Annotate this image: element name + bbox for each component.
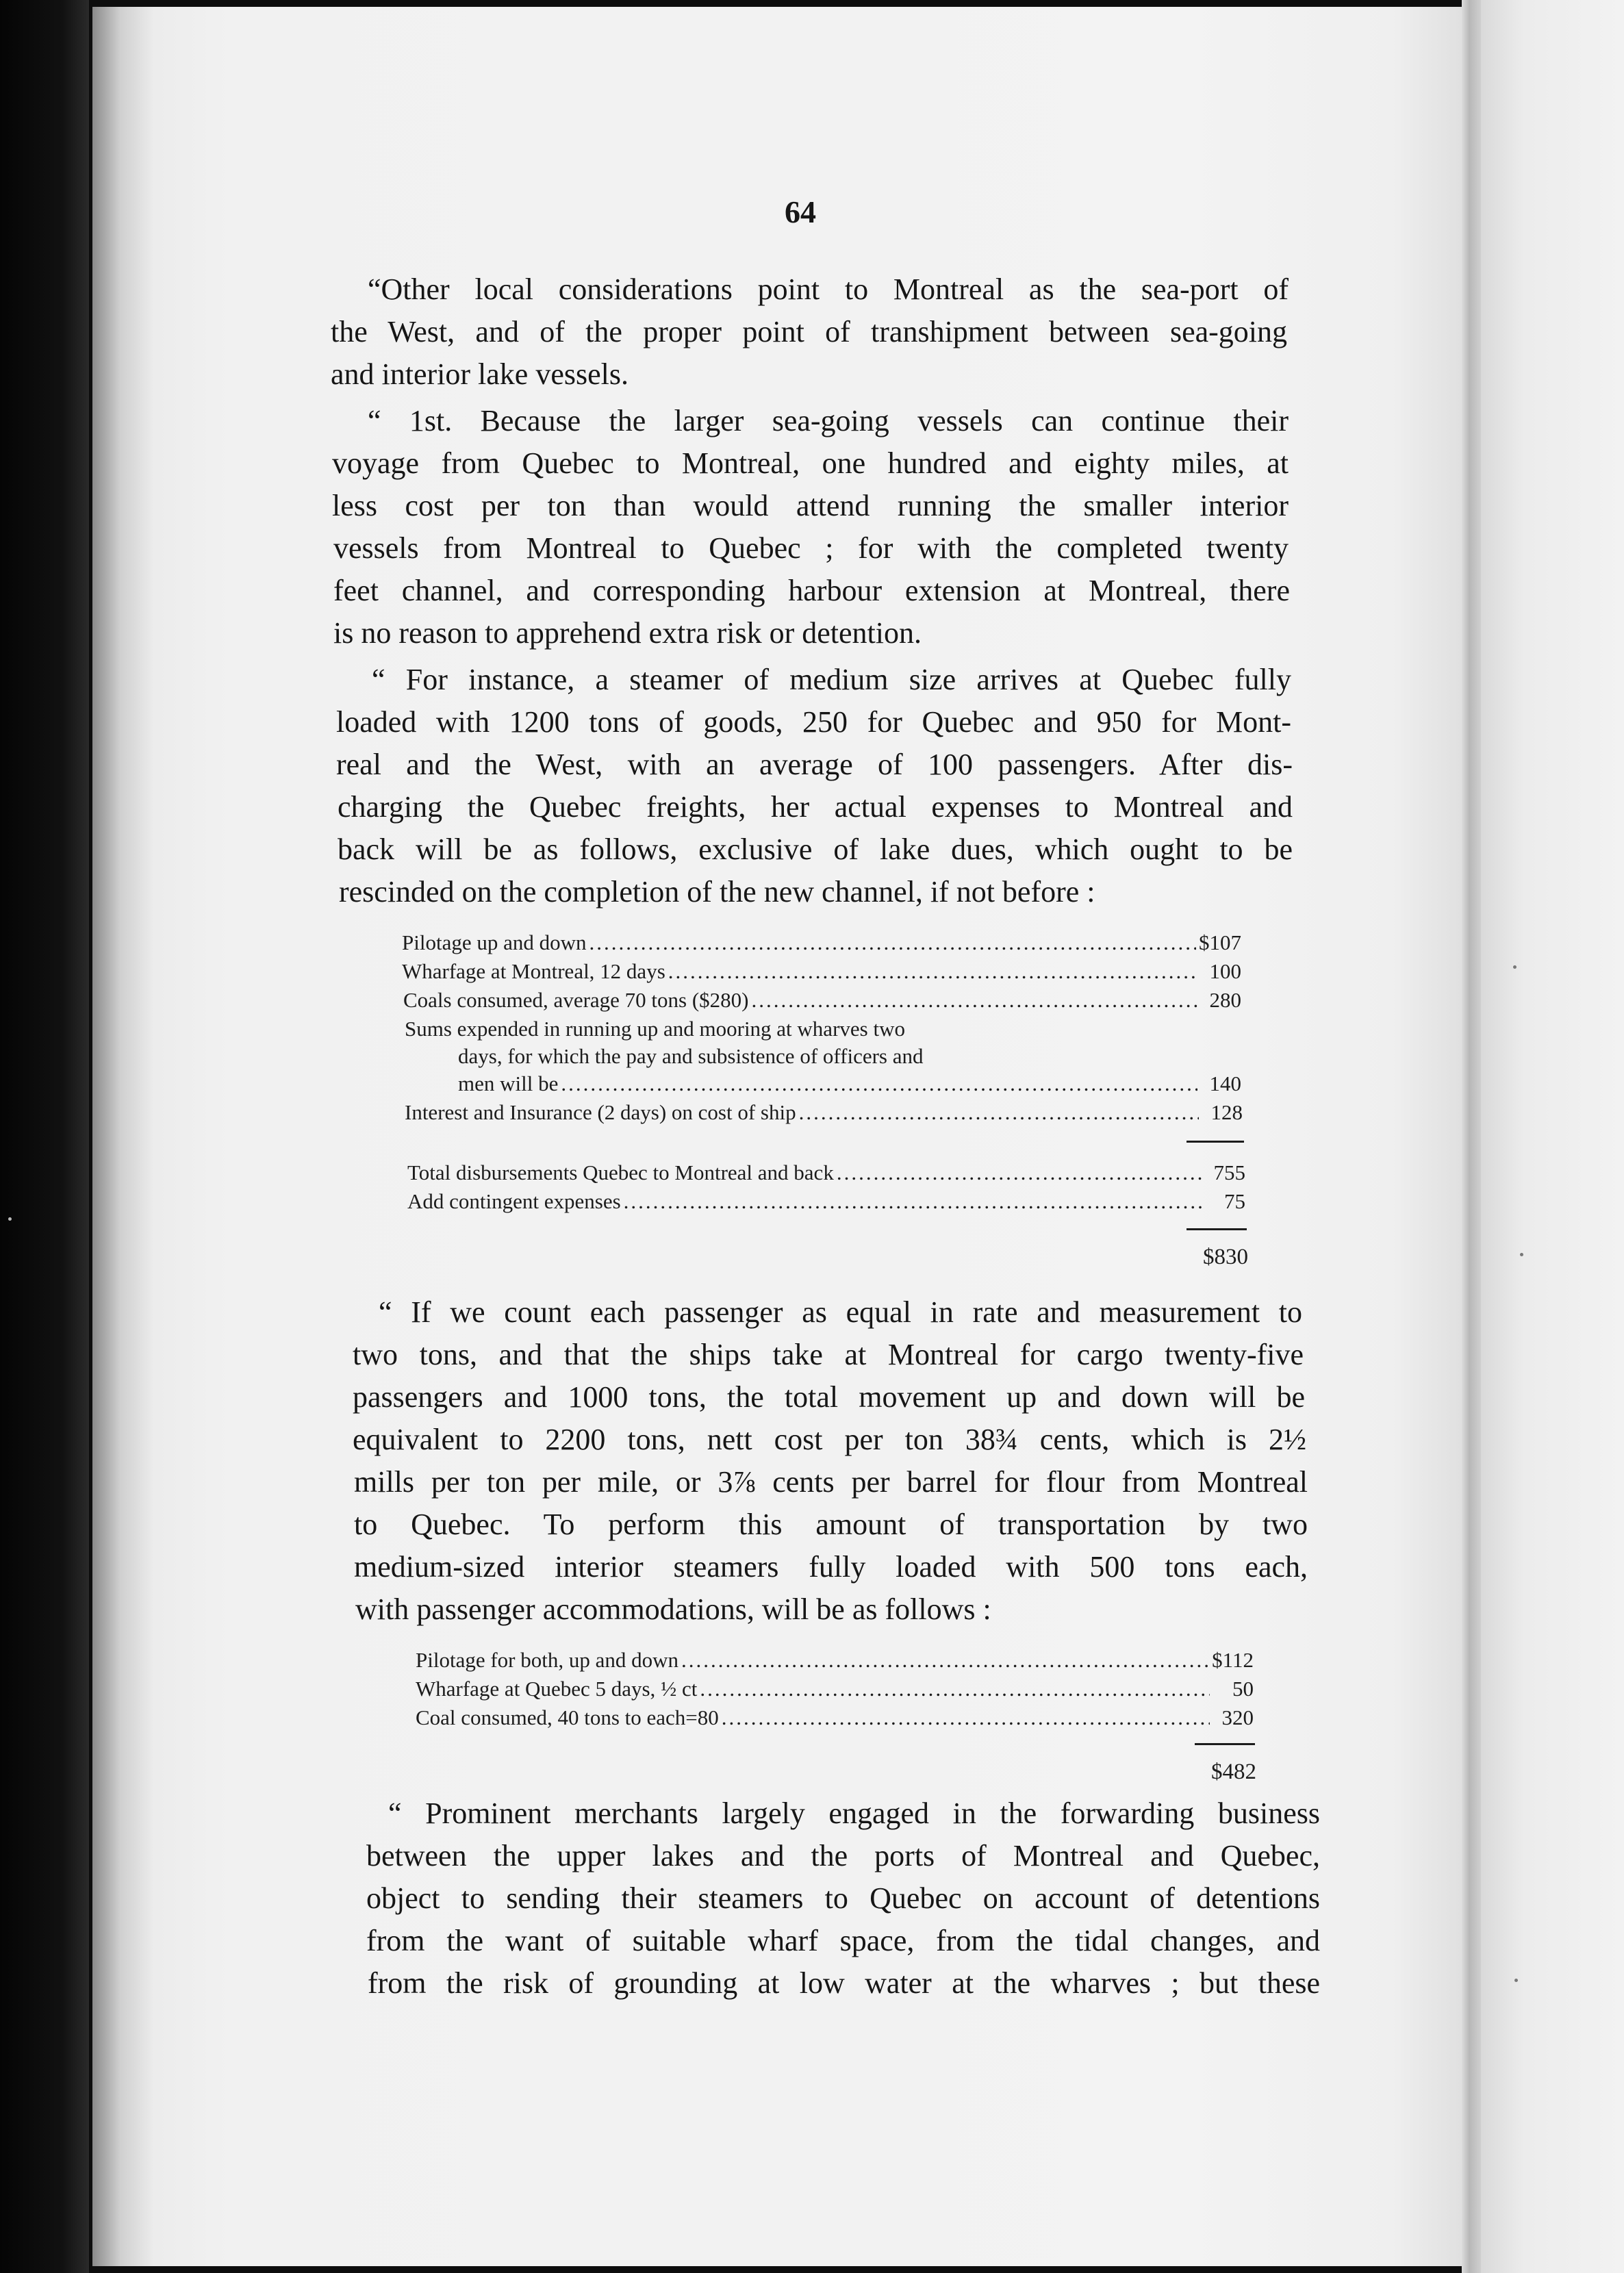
text-line: equivalent to 2200 tons, nett cost per ton 38¾ cents, which is 2½ [353,1423,1306,1456]
text-line: charging the Quebec freights, her actual expenses to Montreal and [338,790,1293,824]
text-line: feet channel, and corresponding harbour extension at Montreal, there [333,574,1290,607]
text-line: rescinded on the completion of the new channel, if not before : [339,875,1095,909]
ledger-row: Pilotage up and down ..... $107 [402,930,1241,956]
text-line: loaded with 1200 tons of goods, 250 for Quebec and 950 for Mont- [336,705,1291,739]
paper-speck [1520,1253,1523,1256]
text-line: “ If we count each passenger as equal in rate and measurement to [379,1295,1302,1329]
ledger-row: Coals consumed, average 70 tons ($280) ..... 280 [403,987,1241,1013]
text-line: passengers and 1000 tons, the total movement up and down will be [353,1380,1305,1414]
text-line: object to sending their steamers to Quebec on account of detentions [366,1881,1320,1915]
ledger-row: men will be ..... 140 [458,1071,1241,1097]
page-gutter [1462,0,1481,2273]
paper-speck [1513,965,1517,969]
ledger-row: Sums expended in running up and mooring at wharves two [405,1017,905,1041]
sum-rule [1187,1141,1244,1143]
text-line: with passenger accommodations, will be as follows : [355,1592,991,1626]
text-line: “ 1st. Because the larger sea-going vessels can continue their [368,404,1289,437]
sum-rule [1195,1743,1255,1745]
text-line: the West, and of the proper point of transhipment between sea-going [331,315,1287,348]
text-line: back will be as follows, exclusive of lake dues, which ought to be [338,833,1293,866]
text-line: “Other local considerations point to Montreal as the sea-port of [368,272,1289,306]
ledger-row: Add contingent expenses ..... 75 [407,1189,1245,1215]
text-line: vessels from Montreal to Quebec ; for with the completed twenty [333,531,1289,565]
paper-speck [1514,1979,1518,1982]
text-line: and interior lake vessels. [331,357,629,391]
text-line: real and the West, with an average of 100 passengers. After dis- [336,748,1293,781]
ledger-total: $482 [1211,1760,1256,1784]
ledger-row: Wharfage at Quebec 5 days, ½ ct ..... 50 [416,1676,1254,1702]
text-line: voyage from Quebec to Montreal, one hundred and eighty miles, at [332,446,1289,480]
paper-speck [8,1217,12,1221]
text-line: from the risk of grounding at low water at the wharves ; but these [368,1966,1320,2000]
text-line: between the upper lakes and the ports of Montreal and Quebec, [366,1839,1320,1872]
text-line: is no reason to apprehend extra risk or detention. [333,616,922,650]
ledger-row: Pilotage for both, up and down ..... $112 [416,1647,1254,1673]
ledger-row: Total disbursements Quebec to Montreal and back ..... 755 [407,1160,1245,1186]
ledger-row: Coal consumed, 40 tons to each=80 ..... 320 [416,1705,1254,1731]
text-line: from the want of suitable wharf space, from the tidal changes, and [366,1924,1320,1957]
text-line: “ For instance, a steamer of medium size arrives at Quebec fully [372,663,1291,696]
text-line: mills per ton per mile, or 3⅞ cents per barrel for flour from Montreal [354,1465,1308,1499]
page-number: 64 [785,194,816,229]
text-line: “ Prominent merchants largely engaged in the forwarding business [388,1796,1320,1830]
text-line: medium-sized interior steamers fully loaded with 500 tons each, [354,1550,1308,1584]
text-line: less cost per ton than would attend running the smaller interior [332,489,1289,522]
sum-rule [1187,1228,1247,1230]
text-line: two tons, and that the ships take at Montreal for cargo twenty-five [353,1338,1304,1371]
text-line: to Quebec. To perform this amount of transportation by two [354,1508,1308,1541]
book-binding-shadow [0,0,89,2273]
adjacent-page [1481,0,1624,2273]
ledger-row: days, for which the pay and subsistence of officers and [458,1044,924,1068]
ledger-row: Interest and Insurance (2 days) on cost of ship ..... 128 [405,1100,1243,1126]
ledger-row: Wharfage at Montreal, 12 days ..... 100 [402,958,1241,985]
ledger-total: $830 [1203,1245,1248,1269]
